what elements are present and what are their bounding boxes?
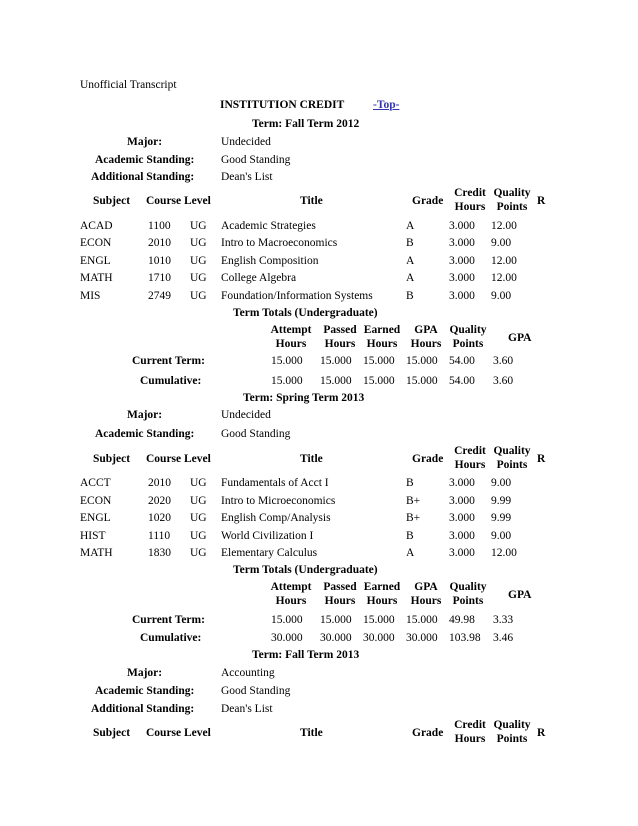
cumulative-label: Cumulative: (140, 375, 202, 387)
course-cell: 1830 (148, 547, 171, 559)
col-course: Course (146, 727, 182, 739)
grade-cell: B+ (406, 512, 421, 524)
course-cell: 2749 (148, 290, 171, 302)
quality-cell: 12.00 (491, 220, 517, 232)
col-credit: Credit Hours (454, 187, 486, 213)
gpa-hours-cell: 30.000 (406, 632, 438, 644)
quality-cell: 54.00 (449, 375, 475, 387)
subject-cell: MATH (80, 272, 113, 284)
level-cell: UG (190, 495, 207, 507)
tot-col-earned: Earned Hours (363, 324, 401, 350)
passed-cell: 15.000 (320, 375, 352, 387)
col-credit: Credit Hours (454, 445, 486, 471)
title-cell: Intro to Macroeconomics (221, 237, 338, 249)
tot-col-gpa: GPA (508, 332, 532, 344)
subject-cell: ACCT (80, 477, 111, 489)
gpa-cell: 3.46 (493, 632, 514, 644)
current-term-label: Current Term: (132, 355, 205, 367)
academic-standing-value: Good Standing (221, 154, 291, 166)
term-totals-heading: Term Totals (Undergraduate) (233, 307, 378, 319)
col-grade: Grade (412, 195, 444, 207)
course-cell: 2010 (148, 477, 171, 489)
major-value: Undecided (221, 409, 271, 421)
earned-cell: 30.000 (363, 632, 395, 644)
tot-col-gpa-hours: GPA Hours (410, 324, 442, 350)
tot-col-gpa-hours: GPA Hours (410, 581, 442, 607)
grade-cell: A (406, 547, 415, 559)
grade-cell: A (406, 220, 415, 232)
credit-cell: 3.000 (449, 512, 475, 524)
quality-cell: 54.00 (449, 355, 475, 367)
col-subject: Subject (93, 453, 131, 465)
tot-col-attempt: Attempt Hours (270, 324, 312, 350)
quality-cell: 12.00 (491, 272, 517, 284)
term-heading: Term: Fall Term 2012 (252, 118, 360, 130)
attempt-cell: 15.000 (271, 614, 303, 626)
col-course: Course (146, 195, 182, 207)
passed-cell: 15.000 (320, 355, 352, 367)
quality-cell: 9.99 (491, 512, 512, 524)
grade-cell: B (406, 477, 414, 489)
term-totals-heading: Term Totals (Undergraduate) (233, 564, 378, 576)
level-cell: UG (190, 220, 207, 232)
subject-cell: ACAD (80, 220, 113, 232)
term-heading: Term: Fall Term 2013 (252, 649, 360, 661)
title-cell: Intro to Microeconomics (221, 495, 336, 507)
quality-cell: 9.00 (491, 290, 512, 302)
gpa-cell: 3.60 (493, 375, 514, 387)
grade-cell: B (406, 290, 414, 302)
course-cell: 1010 (148, 255, 171, 267)
subject-cell: MIS (80, 290, 101, 302)
credit-cell: 3.000 (449, 255, 475, 267)
grade-cell: B (406, 237, 414, 249)
gpa-hours-cell: 15.000 (406, 614, 438, 626)
gpa-cell: 3.60 (493, 355, 514, 367)
col-level: Level (184, 195, 211, 207)
tot-col-quality: Quality Points (449, 581, 487, 607)
credit-cell: 3.000 (449, 477, 475, 489)
title-cell: English Comp/Analysis (221, 512, 331, 524)
quality-cell: 49.98 (449, 614, 475, 626)
page-title: Unofficial Transcript (80, 79, 177, 91)
academic-standing-value: Good Standing (221, 685, 291, 697)
col-course: Course (146, 453, 182, 465)
credit-cell: 3.000 (449, 237, 475, 249)
additional-standing-value: Dean's List (221, 703, 273, 715)
credit-cell: 3.000 (449, 495, 475, 507)
academic-standing-label: Academic Standing: (95, 154, 195, 166)
attempt-cell: 15.000 (271, 355, 303, 367)
subject-cell: MATH (80, 547, 113, 559)
earned-cell: 15.000 (363, 355, 395, 367)
level-cell: UG (190, 530, 207, 542)
col-title: Title (300, 195, 323, 207)
section-heading: INSTITUTION CREDIT (220, 99, 345, 111)
level-cell: UG (190, 290, 207, 302)
cumulative-label: Cumulative: (140, 632, 202, 644)
current-term-label: Current Term: (132, 614, 205, 626)
quality-cell: 12.00 (491, 547, 517, 559)
course-cell: 2010 (148, 237, 171, 249)
academic-standing-label: Academic Standing: (95, 428, 195, 440)
tot-col-quality: Quality Points (449, 324, 487, 350)
col-title: Title (300, 453, 323, 465)
title-cell: Academic Strategies (221, 220, 316, 232)
tot-col-passed: Passed Hours (323, 324, 357, 350)
major-value: Undecided (221, 136, 271, 148)
col-quality: Quality Points (493, 187, 531, 213)
col-level: Level (184, 727, 211, 739)
subject-cell: ENGL (80, 255, 111, 267)
major-label: Major: (127, 667, 163, 679)
col-title: Title (300, 727, 323, 739)
major-value: Accounting (221, 667, 275, 679)
col-subject: Subject (93, 727, 131, 739)
col-r: R (537, 453, 546, 465)
additional-standing-value: Dean's List (221, 171, 273, 183)
gpa-hours-cell: 15.000 (406, 355, 438, 367)
grade-cell: A (406, 255, 415, 267)
credit-cell: 3.000 (449, 530, 475, 542)
quality-cell: 103.98 (449, 632, 481, 644)
gpa-hours-cell: 15.000 (406, 375, 438, 387)
title-cell: Foundation/Information Systems (221, 290, 373, 302)
credit-cell: 3.000 (449, 547, 475, 559)
academic-standing-value: Good Standing (221, 428, 291, 440)
title-cell: Elementary Calculus (221, 547, 318, 559)
course-cell: 1020 (148, 512, 171, 524)
earned-cell: 15.000 (363, 614, 395, 626)
level-cell: UG (190, 272, 207, 284)
major-label: Major: (127, 136, 163, 148)
col-level: Level (184, 453, 211, 465)
term-heading: Term: Spring Term 2013 (243, 392, 365, 404)
credit-cell: 3.000 (449, 220, 475, 232)
earned-cell: 15.000 (363, 375, 395, 387)
course-cell: 1110 (148, 530, 171, 542)
grade-cell: B+ (406, 495, 421, 507)
title-cell: World Civilization I (221, 530, 314, 542)
col-quality: Quality Points (493, 445, 531, 471)
col-grade: Grade (412, 727, 444, 739)
grade-cell: A (406, 272, 415, 284)
course-cell: 1100 (148, 220, 171, 232)
course-cell: 1710 (148, 272, 171, 284)
additional-standing-label: Additional Standing: (91, 703, 195, 715)
quality-cell: 9.00 (491, 530, 512, 542)
col-credit: Credit Hours (454, 719, 486, 745)
passed-cell: 30.000 (320, 632, 352, 644)
level-cell: UG (190, 237, 207, 249)
gpa-cell: 3.33 (493, 614, 514, 626)
title-cell: Fundamentals of Acct I (221, 477, 329, 489)
tot-col-attempt: Attempt Hours (270, 581, 312, 607)
academic-standing-label: Academic Standing: (95, 685, 195, 697)
level-cell: UG (190, 255, 207, 267)
course-cell: 2020 (148, 495, 171, 507)
quality-cell: 9.99 (491, 495, 512, 507)
col-grade: Grade (412, 453, 444, 465)
level-cell: UG (190, 477, 207, 489)
tot-col-gpa: GPA (508, 589, 532, 601)
col-r: R (537, 195, 546, 207)
col-subject: Subject (93, 195, 131, 207)
tot-col-earned: Earned Hours (363, 581, 401, 607)
subject-cell: ECON (80, 237, 112, 249)
credit-cell: 3.000 (449, 290, 475, 302)
additional-standing-label: Additional Standing: (91, 171, 195, 183)
quality-cell: 9.00 (491, 237, 512, 249)
quality-cell: 9.00 (491, 477, 512, 489)
passed-cell: 15.000 (320, 614, 352, 626)
top-link[interactable]: -Top- (373, 99, 400, 111)
grade-cell: B (406, 530, 414, 542)
quality-cell: 12.00 (491, 255, 517, 267)
attempt-cell: 15.000 (271, 375, 303, 387)
col-quality: Quality Points (493, 719, 531, 745)
level-cell: UG (190, 547, 207, 559)
subject-cell: ECON (80, 495, 112, 507)
subject-cell: HIST (80, 530, 106, 542)
col-r: R (537, 727, 546, 739)
credit-cell: 3.000 (449, 272, 475, 284)
tot-col-passed: Passed Hours (323, 581, 357, 607)
attempt-cell: 30.000 (271, 632, 303, 644)
level-cell: UG (190, 512, 207, 524)
title-cell: English Composition (221, 255, 319, 267)
major-label: Major: (127, 409, 163, 421)
title-cell: College Algebra (221, 272, 297, 284)
subject-cell: ENGL (80, 512, 111, 524)
